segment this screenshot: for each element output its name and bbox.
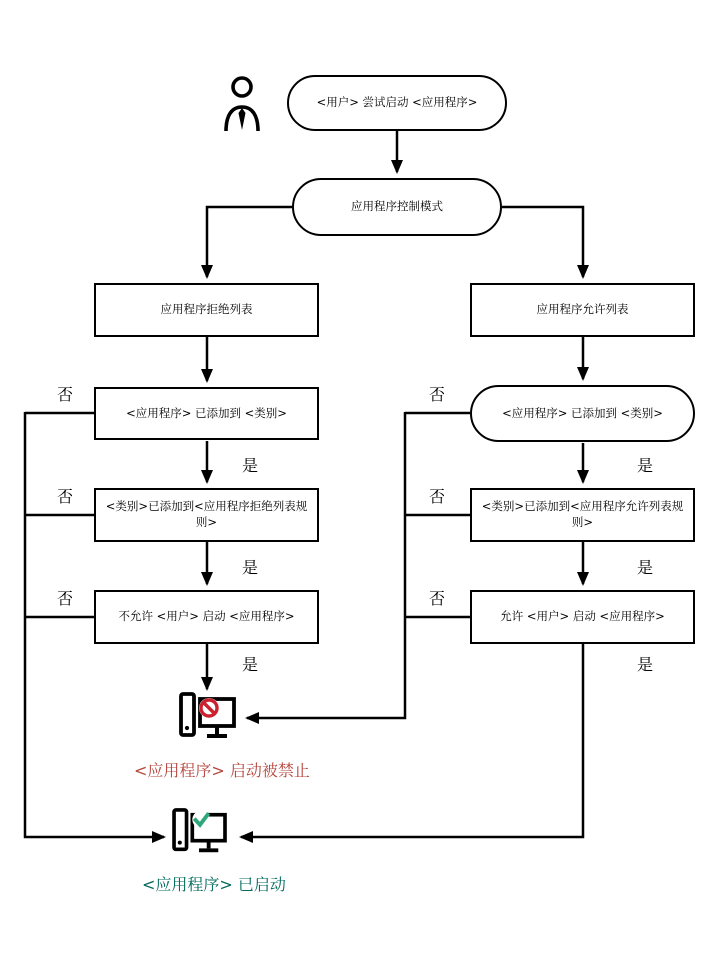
node-user-attempts-start: <用户> 尝试启动 <应用程序> [287, 75, 507, 131]
edge-label-no: 否 [428, 487, 445, 506]
node-allow-category-in-rules: <类别>已添加到<应用程序允许列表规则> [470, 488, 695, 542]
node-deny-app-added-to-category: <应用程序> 已添加到 <类别> [94, 387, 319, 440]
node-denylist: 应用程序拒绝列表 [94, 283, 319, 337]
edge-label-yes: 是 [241, 558, 258, 577]
computer-blocked-icon [178, 692, 238, 744]
blocked-caption: <应用程序> 启动被禁止 [134, 761, 310, 780]
edge-label-no: 否 [428, 385, 445, 404]
edge-label-no: 否 [56, 589, 73, 608]
edge-label-no: 否 [428, 589, 445, 608]
node-application-control-mode: 应用程序控制模式 [292, 178, 502, 236]
node-allowlist: 应用程序允许列表 [470, 283, 695, 337]
edge-label-no: 否 [56, 487, 73, 506]
person-icon [222, 76, 262, 132]
started-caption: <应用程序> 已启动 [142, 875, 286, 894]
node-user-allowed-to-start: 允许 <用户> 启动 <应用程序> [470, 590, 695, 644]
arrow-mode-to-allowlist [502, 207, 583, 277]
edge-label-yes: 是 [636, 655, 653, 674]
edge-label-yes: 是 [241, 655, 258, 674]
arrow-allow-yes-to-started [241, 644, 583, 837]
node-deny-category-in-rules: <类别>已添加到<应用程序拒绝列表规则> [94, 488, 319, 542]
node-user-not-allowed-to-start: 不允许 <用户> 启动 <应用程序> [94, 590, 319, 644]
computer-started-icon [170, 808, 230, 858]
edge-label-yes: 是 [241, 456, 258, 475]
node-allow-app-added-to-category: <应用程序> 已添加到 <类别> [470, 385, 695, 442]
edge-label-no: 否 [56, 385, 73, 404]
edge-label-yes: 是 [636, 558, 653, 577]
arrow-mode-to-denylist [207, 207, 292, 277]
arrow-allow-no-to-blocked [247, 412, 405, 718]
edge-label-yes: 是 [636, 456, 653, 475]
prohibition-icon [201, 700, 217, 716]
